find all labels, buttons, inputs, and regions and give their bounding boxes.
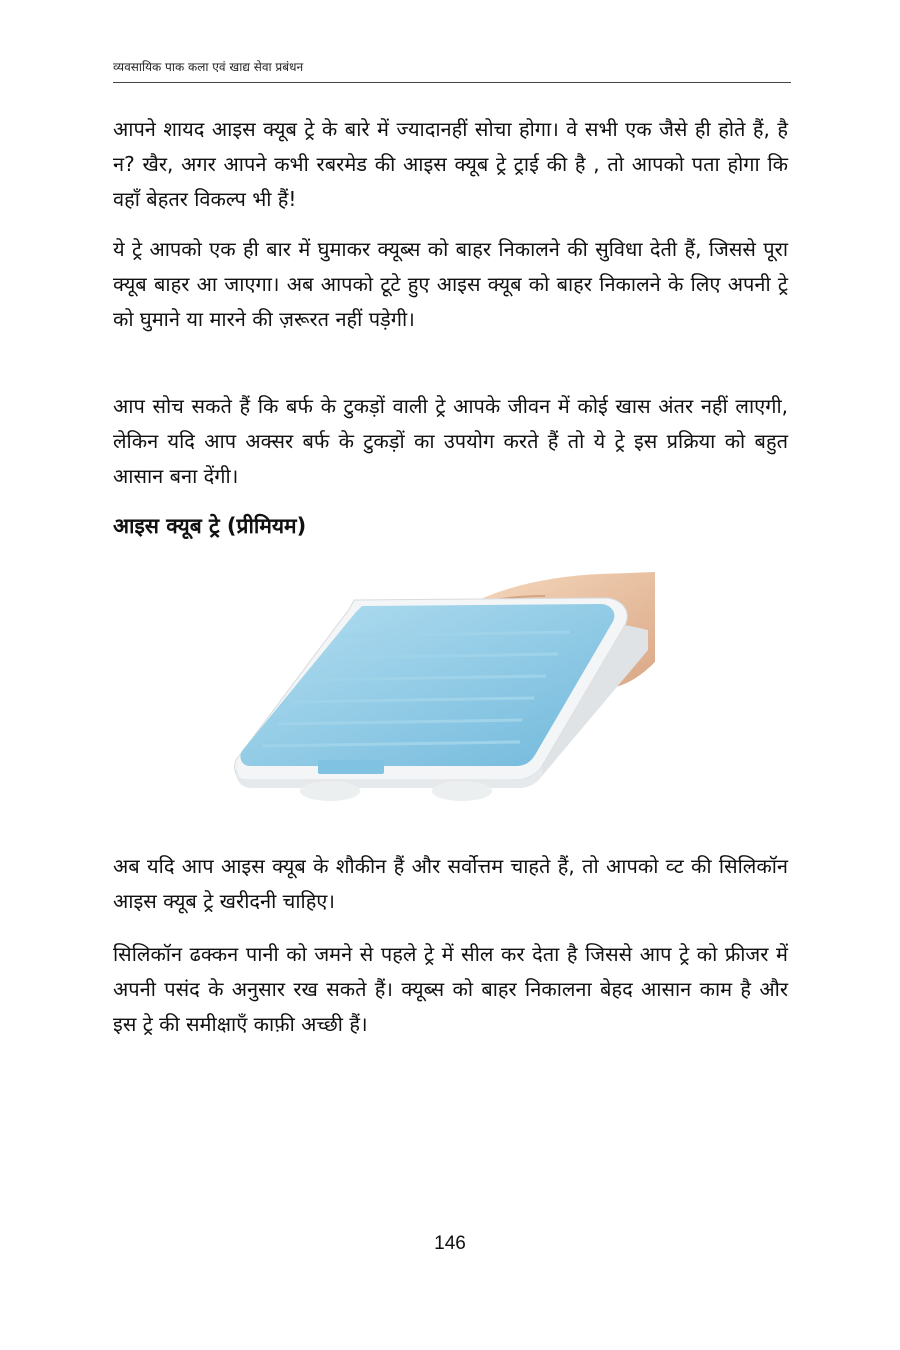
page-number: 146 [434, 1233, 466, 1254]
running-header: व्यवसायिक पाक कला एवं खाद्य सेवा प्रबंधन [113, 60, 304, 74]
paragraph-2: ये ट्रे आपको एक ही बार में घुमाकर क्यूब्स को बाहर निकालने की सुविधा देती हैं, जिससे पूरा क्यूब बाहर आ जाएगा। अब आपको टूटे हुए आइस क्यूब को बाहर निकालने के लिए अपनी ट्रे को घुमाने या मारने की ज़रूरत नहीं पड़ेगी। [113, 237, 788, 331]
paragraph-4: अब यदि आप आइस क्यूब के शौकीन हैं और सर्वोत्तम चाहते हैं, तो आपको व्ट की सिलिकॉन आइस क्यूब ट्रे खरीदनी चाहिए। [113, 854, 788, 913]
paragraph-1: आपने शायद आइस क्यूब ट्रे के बारे में ज्यादानहीं सोचा होगा। वे सभी एक जैसे ही होते हैं, है न? खैर, अगर आपने कभी रबरमेड की आइस क्यूब ट्रे ट्राई की है , तो आपको पता होगा कि वहाँ बेहतर विकल्प भी हैं! [113, 117, 788, 211]
section-heading: आइस क्यूब ट्रे (प्रीमियम) [113, 514, 307, 538]
header-rule [113, 82, 791, 83]
ice-cube-tray-image [230, 570, 655, 802]
paragraph-3: आप सोच सकते हैं कि बर्फ के टुकड़ों वाली ट्रे आपके जीवन में कोई खास अंतर नहीं लाएगी, लेकिन यदि आप अक्सर बर्फ के टुकड़ों का उपयोग करते हैं तो ये ट्रे इस प्रक्रिया को बहुत आसान बना देंगी। [113, 394, 788, 488]
paragraph-5: सिलिकॉन ढक्कन पानी को जमने से पहले ट्रे में सील कर देता है जिससे आप ट्रे को फ्रीजर में अपनी पसंद के अनुसार रख सकते हैं। क्यूब्स को बाहर निकालना बेहद आसान काम है और इस ट्रे की समीक्षाएँ काफ़ी अच्छी हैं। [113, 942, 788, 1036]
